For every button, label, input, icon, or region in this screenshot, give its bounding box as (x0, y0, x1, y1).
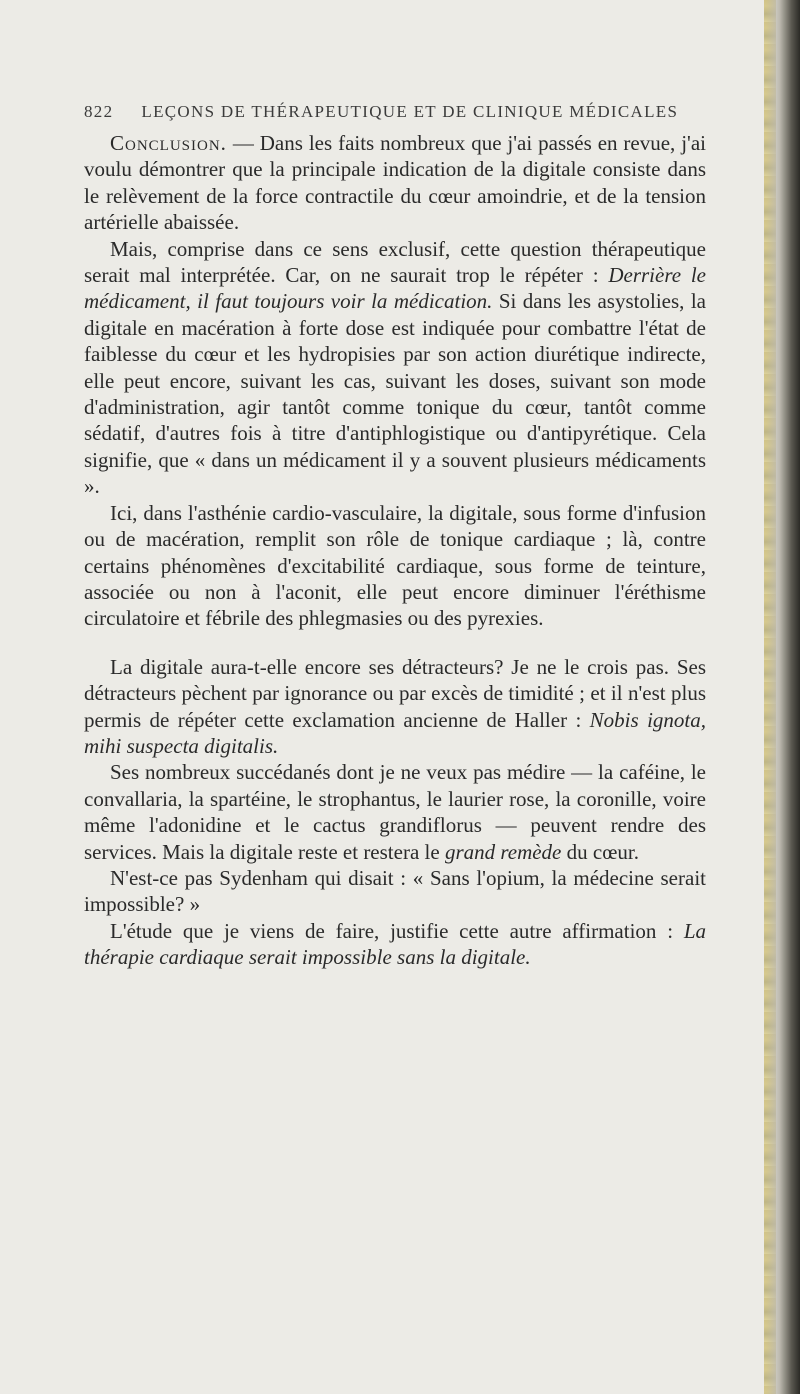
italic-phrase: grand remède (444, 839, 562, 864)
paragraph-asthenia (84, 500, 706, 632)
paragraph-text: N'est-ce pas Sydenham qui disait : « Sans l'opium, la médecine serait impossible? » (84, 865, 706, 917)
running-header (84, 102, 704, 122)
paragraph-text: Ici, dans l'asthénie cardio-vasculaire, la digitale, sous forme d'infusion ou de macération, remplit son rôle de tonique cardiaque ; là, contre certains phénomènes d'excitabilité cardiaque, sous forme de teinture, associée ou non à l'aconit, elle peut encore diminuer l'éréthisme circulatoire et fébrile des phlegmasies ou des pyrexies. (84, 500, 706, 631)
paragraph-text: — Dans les faits nombreux que j'ai passés en revue, j'ai voulu démontrer que la principale indication de la digitale consiste dans le relèvement de la force contractile du cœur amoindrie, et de la tension artérielle abaissée. (84, 131, 706, 235)
paragraph-final (84, 918, 706, 971)
paragraph-text: La digitale aura-t-elle encore ses détracteurs? Je ne le crois pas. Ses détracteurs pèchent par ignorance ou par excès de timidité ; et il n'est plus permis de répéter cette exclamation ancienne de Haller : (84, 654, 706, 732)
italic-phrase: Derrière le médicament, il faut toujours voir la médication. (84, 263, 706, 314)
paragraph-conclusion (84, 130, 706, 236)
paragraph-medication (84, 236, 706, 500)
paragraph-text: L'étude que je viens de faire, justifie cette autre affirmation : (110, 918, 684, 943)
italic-quote: Nobis ignota, mihi suspecta digitalis. (84, 707, 706, 758)
paragraph-text: du cœur. (561, 839, 639, 864)
page-number: 822 (84, 102, 114, 121)
paragraph-text: Si dans les asystolies, la digitale en macération à forte dose est indiquée pour combattre l'état de faiblesse du cœur et les hydropisies par son action diurétique indirecte, elle peut encore, suivant les cas, suivant les doses, suivant son mode d'administration, agir tantôt comme tonique du cœur, tantôt comme sédatif, d'autres fois à titre d'antiphlogistique ou d'antipyrétique. Cela signifie, que « dans un médicament il y a souvent plusieurs médicaments ». (84, 289, 706, 499)
paragraph-sydenham (84, 865, 706, 918)
paragraph-text: Ses nombreux succédanés dont je ne veux pas médire — la caféine, le convallaria, la spartéine, le strophantus, le laurier rose, la coronille, voire même l'adonidine et le cactus grandiflorus — peuvent rendre des services. Mais la digitale reste et restera le (84, 760, 706, 864)
conclusion-lead: Conclusion. (110, 131, 227, 155)
running-title: LEÇONS DE THÉRAPEUTIQUE ET DE CLINIQUE MÉDICALES (141, 102, 679, 121)
paragraph-text: Mais, comprise dans ce sens exclusif, cette question thérapeutique serait mal interprétée. Car, on ne saurait trop le répéter : (84, 236, 706, 288)
paragraph-substitutes (84, 759, 706, 865)
italic-conclusion: La thérapie cardiaque serait impossible sans la digitale. (84, 918, 706, 970)
paragraph-detractors (84, 654, 706, 760)
page-edge-shadow (766, 0, 800, 1394)
body-text (84, 130, 706, 971)
